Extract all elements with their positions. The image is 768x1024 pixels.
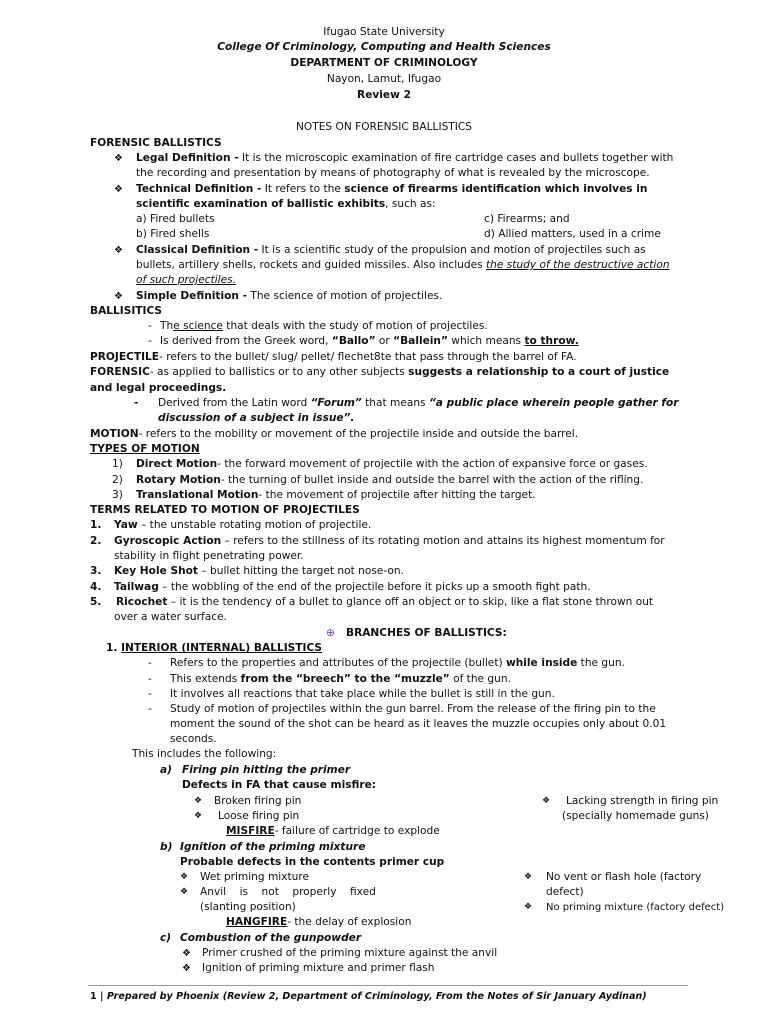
text-part: or	[375, 335, 394, 347]
dash-bullet: -	[148, 673, 152, 685]
motion-type-item	[136, 488, 536, 503]
defect-item: No vent or flash hole (factory	[546, 871, 702, 883]
sub-b-label: b)	[160, 841, 173, 853]
defect-item: Broken firing pin	[214, 795, 302, 807]
text-part: “Ballein”	[393, 335, 448, 347]
classical-text: It is a scientific study of the propulsion and motion of projectiles such as	[258, 244, 646, 256]
term-label: Yaw	[114, 519, 138, 531]
footer-prepared: Prepared by	[106, 991, 177, 1002]
sub-a-defects: Defects in FA that cause misfire:	[182, 779, 377, 791]
defect-item: Lacking strength in firing pin	[566, 795, 719, 807]
motion-text: - refers to the mobility or movement of the projectile inside and outside the barrel.	[138, 428, 579, 440]
sub-c-title: Combustion of the gunpowder	[180, 932, 362, 944]
tech-label: Technical Definition -	[136, 183, 262, 195]
legal-label: Legal Definition -	[136, 152, 239, 164]
text-part: to throw.	[524, 335, 579, 347]
sub-b-title: Ignition of the priming mixture	[180, 841, 366, 853]
small-diamond-icon: ❖	[524, 902, 533, 912]
term-text: – the unstable rotating motion of projectile.	[137, 519, 372, 531]
sub-c-label: c)	[160, 932, 172, 944]
text-part: Refers to the properties and attributes of the projectile (bullet)	[170, 657, 506, 669]
text-part: e science	[173, 320, 223, 332]
defect-item: Loose firing pin	[218, 810, 300, 822]
small-diamond-icon: ❖	[180, 872, 189, 882]
address: Nayon, Lamut, Ifugao	[326, 73, 442, 85]
motion-type-text: - the turning of bullet inside and outside the barrel with the action of the rifling.	[220, 474, 644, 486]
classical-definition-2	[136, 258, 670, 273]
sub-a-label: a)	[160, 764, 172, 776]
legal-text: It is the microscopic examination of fire cartridge cases and bullets together with	[238, 152, 674, 164]
combustion-item: Ignition of priming mixture and primer flash	[202, 962, 435, 974]
small-diamond-icon: ❖	[180, 887, 189, 897]
defect-item: Anvil is not properly fixed	[200, 886, 376, 898]
diamond-bullet-icon: ❖	[114, 291, 123, 302]
small-diamond-icon: ❖	[542, 796, 551, 806]
terms-heading: TERMS RELATED TO MOTION OF PROJECTILES	[90, 504, 360, 516]
motion-label: MOTION	[90, 428, 139, 440]
department-name: DEPARTMENT OF CRIMINOLOGY	[290, 57, 478, 69]
footer-text: Phoenix (Review 2, Department of Criminology, From the Notes of Sir January Aydinan)	[176, 991, 647, 1002]
interior-line-4: Study of motion of projectiles within the gun barrel. From the release of the firing pin to the	[170, 703, 656, 715]
term-yaw	[114, 518, 371, 533]
classical-underline: the study of the destructive action	[486, 259, 670, 271]
defect-item-cont: defect)	[546, 886, 584, 898]
diamond-bullet-icon: ❖	[114, 184, 123, 195]
sub-b-defects: Probable defects in the contents primer cup	[180, 856, 445, 868]
college-name: College Of Criminology, Computing and Health Sciences	[217, 41, 551, 53]
interior-line-4c: seconds.	[170, 733, 217, 745]
defect-item: Wet priming mixture	[200, 871, 310, 883]
term-text: – it is the tendency of a bullet to glance off an object or to skip, like a flat stone thrown out	[167, 596, 654, 608]
includes-text: This includes the following:	[132, 748, 277, 760]
term-keyhole	[114, 564, 404, 579]
classical-text-2: bullets, artillery shells, rockets and guided missiles. Also includes	[136, 259, 487, 271]
projectile-definition	[90, 350, 577, 365]
branches-heading: BRANCHES OF BALLISTICS:	[346, 627, 507, 639]
term-number: 2.	[90, 535, 102, 547]
term-number: 5.	[90, 596, 102, 608]
text-part: which means	[447, 335, 525, 347]
types-of-motion-heading: TYPES OF MOTION	[90, 443, 200, 455]
ballistics-line-1	[160, 319, 488, 334]
page-number: 1	[90, 991, 97, 1002]
misfire-definition	[226, 824, 440, 839]
list-item: a) Fired bullets	[136, 213, 215, 225]
text-part: This extends	[170, 673, 241, 685]
tech-bold: science of firearms identification which involves in	[344, 183, 648, 195]
notes-title: NOTES ON FORENSIC BALLISTICS	[295, 121, 473, 133]
forensic-definition-2: and legal proceedings.	[90, 382, 227, 394]
text-part: while inside	[505, 657, 578, 669]
term-ricochet-2: over a water surface.	[114, 611, 227, 623]
term-number: 3.	[90, 565, 102, 577]
small-diamond-icon: ❖	[194, 811, 203, 821]
legal-definition	[136, 151, 673, 166]
motion-type-text: - the movement of projectile after hitting the target.	[258, 489, 536, 501]
list-item: d) Allied matters, used in a crime	[484, 228, 661, 240]
interior-ballistics-heading: INTERIOR (INTERNAL) BALLISTICS	[121, 642, 323, 654]
dash-bullet: -	[134, 397, 139, 409]
misfire-term: MISFIRE	[226, 825, 275, 837]
legal-text-2: the recording and presentation by means of photography of what is revealed by the microscope.	[136, 167, 650, 179]
motion-type-number: 3)	[112, 489, 123, 501]
combustion-item: Primer crushed of the priming mixture against the anvil	[202, 947, 498, 959]
motion-type-text: - the forward movement of projectile with the action of expansive force or gases.	[217, 458, 648, 470]
term-ricochet	[116, 595, 653, 610]
term-text: – refers to the stillness of its rotating motion and attains its highest momentum for	[221, 535, 665, 547]
motion-type-label: Direct Motion	[136, 458, 218, 470]
text-part: Th	[160, 320, 174, 332]
tech-text-2: , such as:	[385, 198, 436, 210]
projectile-text: - refers to the bullet/ slug/ pellet/ flechet8te that pass through the barrel of FA.	[159, 351, 577, 363]
term-gyroscopic-2: stability in flight penetrating power.	[114, 550, 304, 562]
defect-item-cont: (specially homemade guns)	[562, 810, 709, 822]
term-text: – the wobbling of the end of the projectile before it picks up a smooth fight path.	[158, 581, 591, 593]
dash-bullet: -	[148, 688, 152, 700]
tech-text: It refers to the	[261, 183, 345, 195]
diamond-bullet-icon: ❖	[182, 963, 191, 974]
text-part: that deals with the study of motion of projectiles.	[222, 320, 488, 332]
text-part: the gun.	[577, 657, 625, 669]
defect-item-cont: (slanting position)	[200, 901, 296, 913]
interior-line-4b: moment the sound of the shot can be heard as it leaves the muzzle occupies only about 0.01	[170, 718, 667, 730]
motion-type-item	[136, 457, 648, 472]
interior-line-3: It involves all reactions that take place while the bullet is still in the gun.	[170, 688, 555, 700]
forensic-bold: suggests a relationship to a court of justice	[408, 366, 670, 378]
diamond-bullet-icon: ❖	[182, 948, 191, 959]
classical-underline-2: of such projectiles.	[136, 274, 237, 286]
misfire-text: - failure of cartridge to explode	[274, 825, 440, 837]
term-text: – bullet hitting the target not nose-on.	[197, 565, 404, 577]
dash-bullet: -	[148, 657, 152, 669]
forensic-label: FORENSIC	[90, 366, 150, 378]
dash-bullet: -	[148, 703, 152, 715]
review-label: Review 2	[357, 89, 411, 101]
hangfire-definition	[226, 915, 411, 930]
motion-type-number: 1)	[112, 458, 123, 470]
forensic-ballistics-heading: FORENSIC BALLISTICS	[90, 137, 222, 149]
diamond-bullet-icon: ❖	[114, 245, 123, 256]
text-part: that means	[361, 397, 429, 409]
simple-definition	[136, 289, 442, 304]
text-part: “Ballo”	[331, 335, 376, 347]
page-footer	[90, 989, 690, 1004]
diamond-bullet-icon: ❖	[114, 153, 123, 164]
text-part: Is derived from the Greek word,	[160, 335, 332, 347]
circle-plus-icon: ⊕	[326, 627, 335, 639]
term-label: Gyroscopic Action	[114, 535, 222, 547]
text-part: from the “breech” to the “muzzle”	[240, 673, 450, 685]
text-part: Derived from the Latin word	[158, 397, 311, 409]
term-number: 1.	[90, 519, 102, 531]
small-diamond-icon: ❖	[194, 796, 203, 806]
motion-definition	[90, 427, 578, 442]
ballistics-heading: BALLISITICS	[90, 305, 163, 317]
interior-line-1	[170, 656, 625, 671]
term-label: Ricochet	[116, 596, 168, 608]
dash-bullet: -	[148, 335, 152, 347]
technical-definition-2	[136, 197, 436, 212]
sub-a-title: Firing pin hitting the primer	[182, 764, 351, 776]
technical-definition	[136, 182, 647, 197]
term-tailwag	[114, 580, 591, 595]
text-part: “a public place wherein people gather for	[428, 397, 679, 409]
forensic-definition	[90, 365, 669, 380]
list-item: b) Fired shells	[136, 228, 210, 240]
forensic-derived	[158, 396, 679, 411]
simple-text: The science of motion of projectiles.	[247, 290, 443, 302]
classical-definition	[136, 243, 646, 258]
hangfire-text: - the delay of explosion	[287, 916, 412, 928]
hangfire-term: HANGFIRE	[226, 916, 288, 928]
term-label: Key Hole Shot	[114, 565, 198, 577]
list-item: c) Firearms; and	[484, 213, 570, 225]
defect-item: No priming mixture (factory defect)	[546, 902, 725, 913]
university-name: Ifugao State University	[323, 26, 445, 38]
projectile-label: PROJECTILE	[90, 351, 160, 363]
ballistics-line-2	[160, 334, 579, 349]
simple-label: Simple Definition -	[136, 290, 247, 302]
term-number: 4.	[90, 581, 102, 593]
classical-label: Classical Definition -	[136, 244, 259, 256]
footer-rule	[88, 985, 688, 986]
motion-type-number: 2)	[112, 474, 123, 486]
text-part: “Forum”	[310, 397, 362, 409]
motion-type-item	[136, 473, 643, 488]
motion-type-label: Translational Motion	[136, 489, 259, 501]
forensic-derived-2: discussion of a subject in issue”.	[158, 412, 355, 424]
term-gyroscopic	[114, 534, 665, 549]
text-part: of the gun.	[449, 673, 511, 685]
small-diamond-icon: ❖	[524, 872, 533, 882]
interior-line-2	[170, 672, 511, 687]
footer-separator: |	[96, 991, 107, 1002]
branch-number: 1. INTERIOR (INTERNAL) BALLISTICS	[106, 642, 323, 654]
forensic-text: - as applied to ballistics or to any other subjects	[149, 366, 409, 378]
motion-type-label: Rotary Motion	[136, 474, 221, 486]
dash-bullet: -	[148, 320, 152, 332]
tech-bold-2: scientific examination of ballistic exhibits	[136, 198, 386, 210]
term-label: Tailwag	[114, 581, 159, 593]
